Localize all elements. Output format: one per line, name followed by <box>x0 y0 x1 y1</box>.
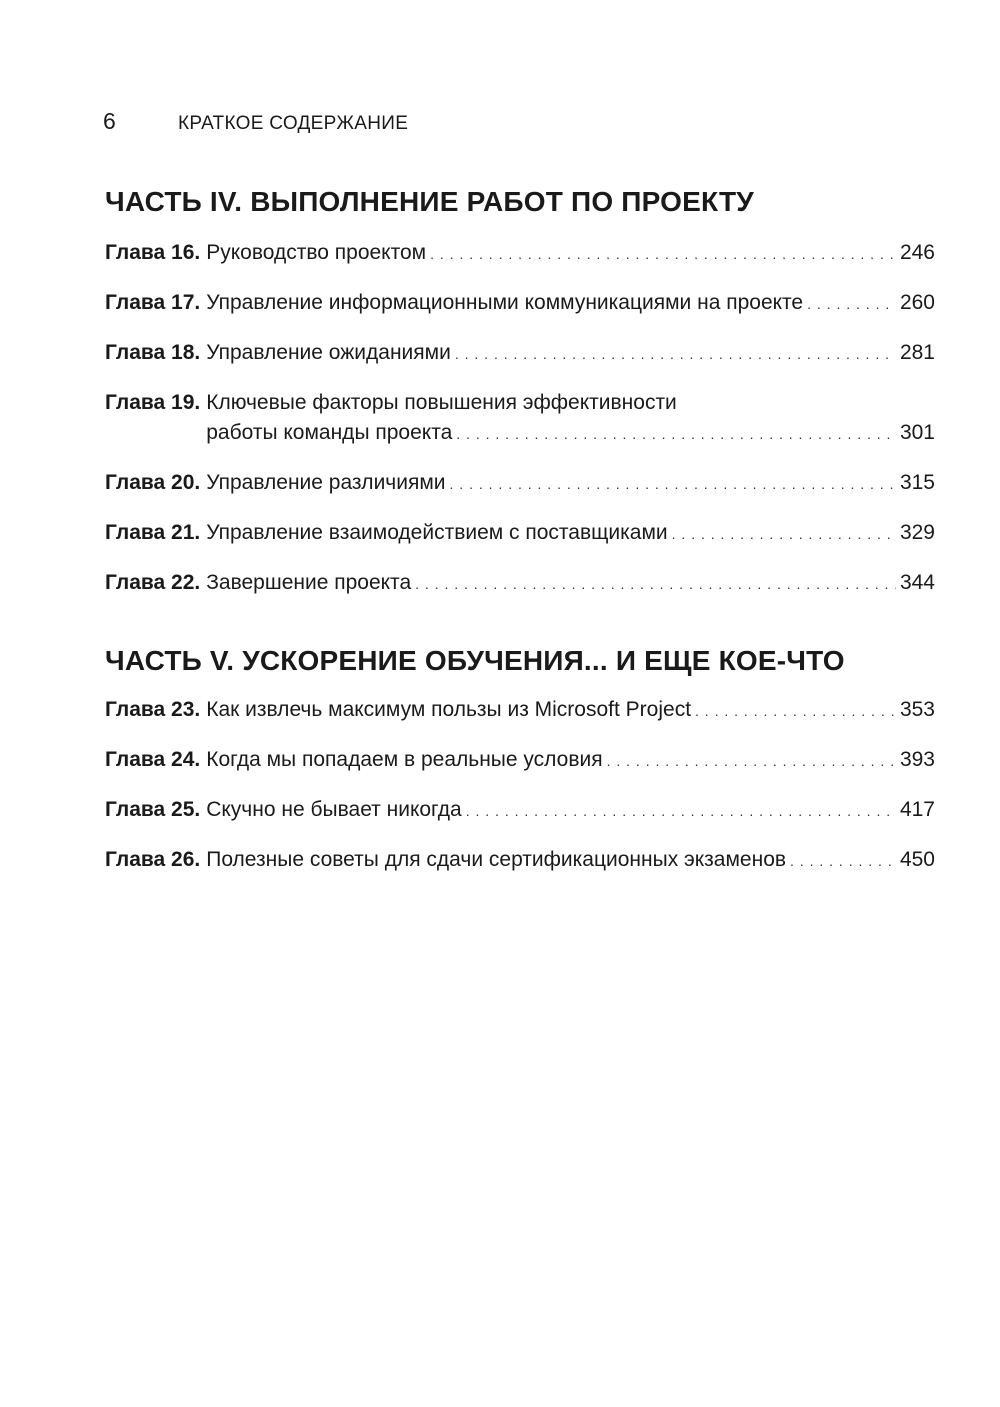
chapter-page: 260 <box>899 291 935 314</box>
chapter-title: Когда мы попадаем в реальные условия <box>206 748 603 771</box>
chapter-22[interactable] <box>105 569 935 598</box>
chapter-title: Управление ожиданиями <box>206 341 451 364</box>
part-title <box>105 182 935 222</box>
dot-leader <box>607 747 896 775</box>
chapter-title: Руководство проектом <box>206 241 427 264</box>
chapter-title: Полезные советы для сдачи сертификационных экзаменов <box>206 848 787 871</box>
chapter-title: Как извлечь максимум пользы из Microsoft Project <box>206 698 692 721</box>
chapter-page: 344 <box>899 571 935 594</box>
page-number: 6 <box>103 108 116 134</box>
chapter-label: Глава 23. <box>105 698 201 721</box>
chapter-title: Завершение проекта <box>206 571 412 594</box>
chapter-list <box>105 239 935 598</box>
chapter-label: Глава 16. <box>105 241 201 264</box>
chapter-label: Глава 24. <box>105 748 201 771</box>
chapter-title: Управление различиями <box>206 471 446 494</box>
chapter-page: 281 <box>899 341 935 364</box>
part-5 <box>105 641 935 875</box>
chapter-label: Глава 22. <box>105 571 201 594</box>
chapter-page: 329 <box>899 521 935 544</box>
chapter-page: 393 <box>899 748 935 771</box>
chapter-title-continued: работы команды проекта <box>206 421 453 444</box>
chapter-label: Глава 18. <box>105 341 201 364</box>
chapter-page: 246 <box>899 241 935 264</box>
chapter-17[interactable] <box>105 289 935 318</box>
part-name: УСКОРЕНИЕ ОБУЧЕНИЯ... И ЕЩЕ КОЕ-ЧТО <box>242 645 845 676</box>
chapter-label: Глава 20. <box>105 471 201 494</box>
part-title <box>105 641 935 681</box>
chapter-title: Управление информационными коммуникациями на проекте <box>206 291 804 314</box>
chapter-page: 450 <box>899 848 935 871</box>
chapter-25[interactable] <box>105 796 935 825</box>
chapter-title: Скучно не бывает никогда <box>206 798 462 821</box>
chapter-label: Глава 21. <box>105 521 201 544</box>
chapter-list <box>105 696 935 875</box>
chapter-page: 353 <box>899 698 935 721</box>
chapter-label: Глава 25. <box>105 798 201 821</box>
dot-leader <box>695 697 896 725</box>
chapter-page: 417 <box>899 798 935 821</box>
chapter-title: Управление взаимодействием с поставщиками <box>206 521 668 544</box>
part-label: ЧАСТЬ IV. <box>105 186 243 217</box>
part-4 <box>105 182 935 598</box>
chapter-page: 315 <box>899 471 935 494</box>
running-title: КРАТКОЕ СОДЕРЖАНИЕ <box>178 113 409 134</box>
chapter-16[interactable] <box>105 239 935 268</box>
chapter-page: 301 <box>899 421 935 444</box>
chapter-23[interactable] <box>105 696 935 725</box>
part-name: ВЫПОЛНЕНИЕ РАБОТ ПО ПРОЕКТУ <box>250 186 754 217</box>
dot-leader <box>790 847 896 875</box>
chapter-label: Глава 17. <box>105 291 201 314</box>
dot-leader <box>466 797 896 825</box>
dot-leader <box>807 290 896 318</box>
chapter-24[interactable] <box>105 746 935 775</box>
chapter-19[interactable] <box>105 389 935 448</box>
dot-leader <box>455 340 896 368</box>
chapter-26[interactable] <box>105 846 935 875</box>
running-head <box>103 108 408 138</box>
dot-leader <box>672 520 896 548</box>
dot-leader <box>450 470 896 498</box>
chapter-label: Глава 26. <box>105 848 201 871</box>
part-label: ЧАСТЬ V. <box>105 645 235 676</box>
chapter-title: Ключевые факторы повышения эффективности <box>206 391 677 414</box>
chapter-label: Глава 19. <box>105 391 201 414</box>
dot-leader <box>456 420 896 448</box>
chapter-20[interactable] <box>105 469 935 498</box>
dot-leader <box>430 240 896 268</box>
chapter-21[interactable] <box>105 519 935 548</box>
dot-leader <box>415 570 896 598</box>
chapter-18[interactable] <box>105 339 935 368</box>
